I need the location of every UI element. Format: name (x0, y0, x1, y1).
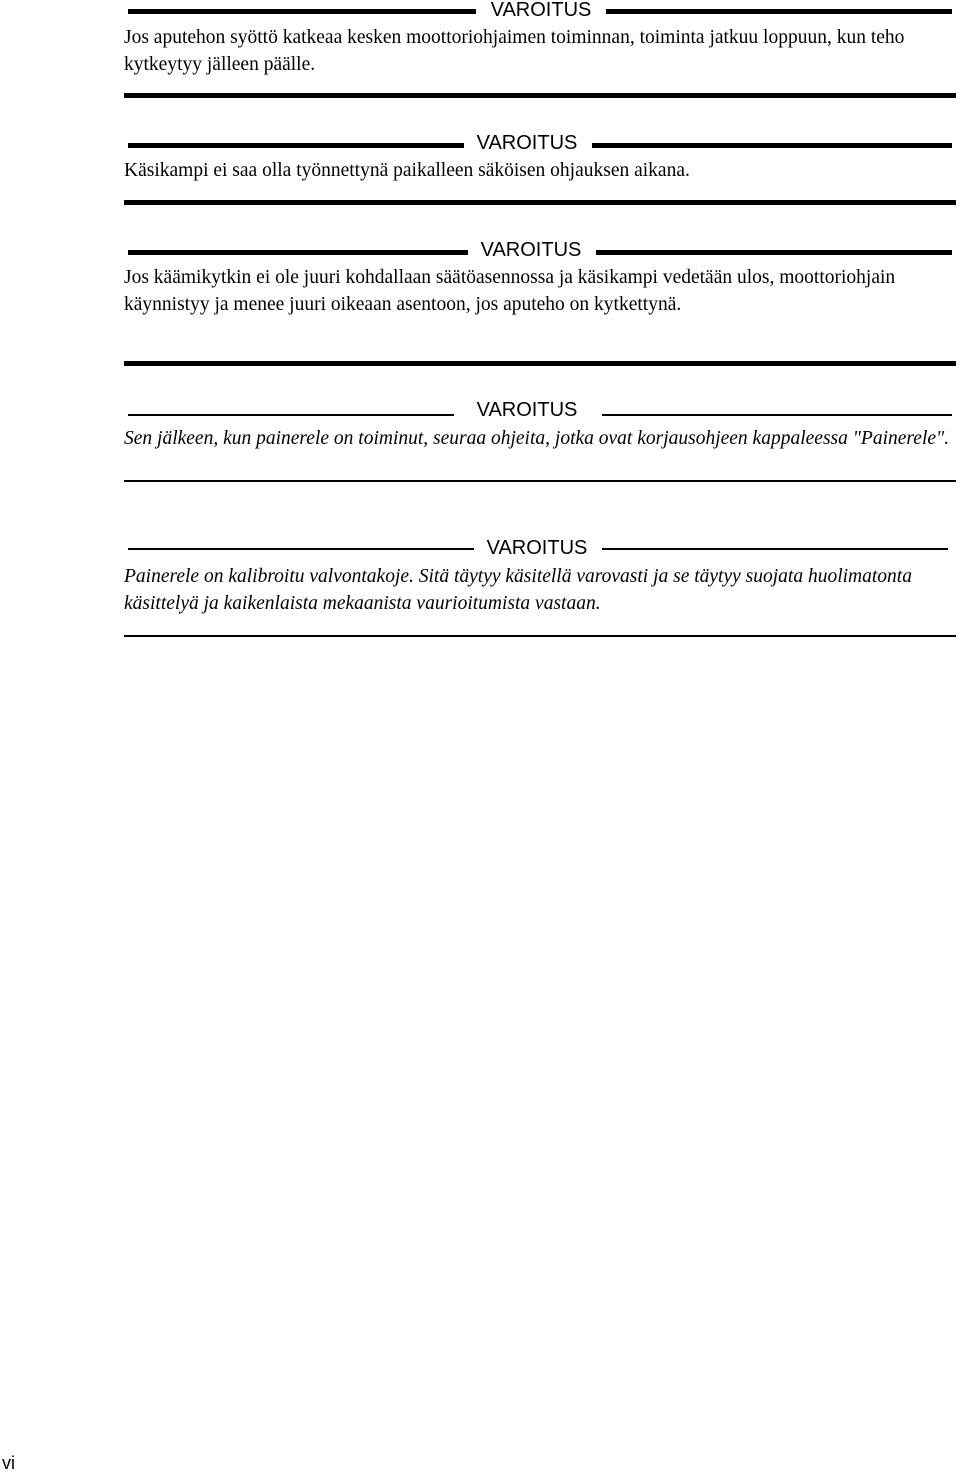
warning-header (124, 133, 956, 153)
warning-box-5 (124, 538, 956, 640)
warning-box-3 (124, 240, 956, 370)
warning-box-1 (124, 0, 956, 100)
header-line-right (592, 143, 952, 148)
warning-header (124, 400, 956, 420)
header-line-right (602, 548, 948, 550)
warning-text: Käsikampi ei saa olla työnnettynä paikalleen säköisen ohjauksen aikana. (124, 160, 690, 181)
warning-label: VAROITUS (480, 239, 582, 261)
header-line-right (606, 9, 952, 14)
header-line-left (128, 548, 474, 550)
warning-text: Jos käämikytkin ei ole juuri kohdallaan säätöasennossa ja käsikampi vedetään ulos, moottoriohjain käynnistyy ja menee juuri oikeaan asentoon, jos aputeho on kytkettynä. (124, 267, 896, 315)
header-line-right (602, 414, 952, 416)
header-line-left (128, 250, 468, 255)
header-line-left (128, 143, 464, 148)
warning-header (124, 0, 956, 20)
warning-label: VAROITUS (476, 399, 578, 421)
warning-label: VAROITUS (486, 537, 588, 559)
warning-box-4 (124, 400, 956, 485)
warning-bottom-rule (124, 200, 956, 205)
header-line-left (128, 9, 476, 14)
warning-label: VAROITUS (490, 0, 592, 21)
header-line-left (128, 414, 454, 416)
warning-label: VAROITUS (476, 132, 578, 154)
warning-text: Sen jälkeen, kun painerele on toiminut, seuraa ohjeita, jotka ovat korjausohjeen kappaleessa "Painerele". (124, 428, 950, 449)
warning-bottom-rule (124, 635, 956, 637)
warning-text: Painerele on kalibroitu valvontakoje. Sitä täytyy käsitellä varovasti ja se täytyy suojata huolimatonta käsittelyä ja kaikenlaista mekaanista vaurioitumista vastaan. (124, 566, 912, 614)
warning-bottom-rule (124, 361, 956, 366)
warning-header (124, 538, 956, 558)
warning-text: Jos aputehon syöttö katkeaa kesken moottoriohjaimen toiminnan, toiminta jatkuu loppuun, kun teho kytkeytyy jälleen päälle. (124, 27, 905, 75)
warning-box-2 (124, 133, 956, 208)
warning-header (124, 240, 956, 260)
page-number: vi (2, 1453, 15, 1473)
header-line-right (596, 250, 952, 255)
warning-bottom-rule (124, 480, 956, 482)
warning-bottom-rule (124, 93, 956, 98)
